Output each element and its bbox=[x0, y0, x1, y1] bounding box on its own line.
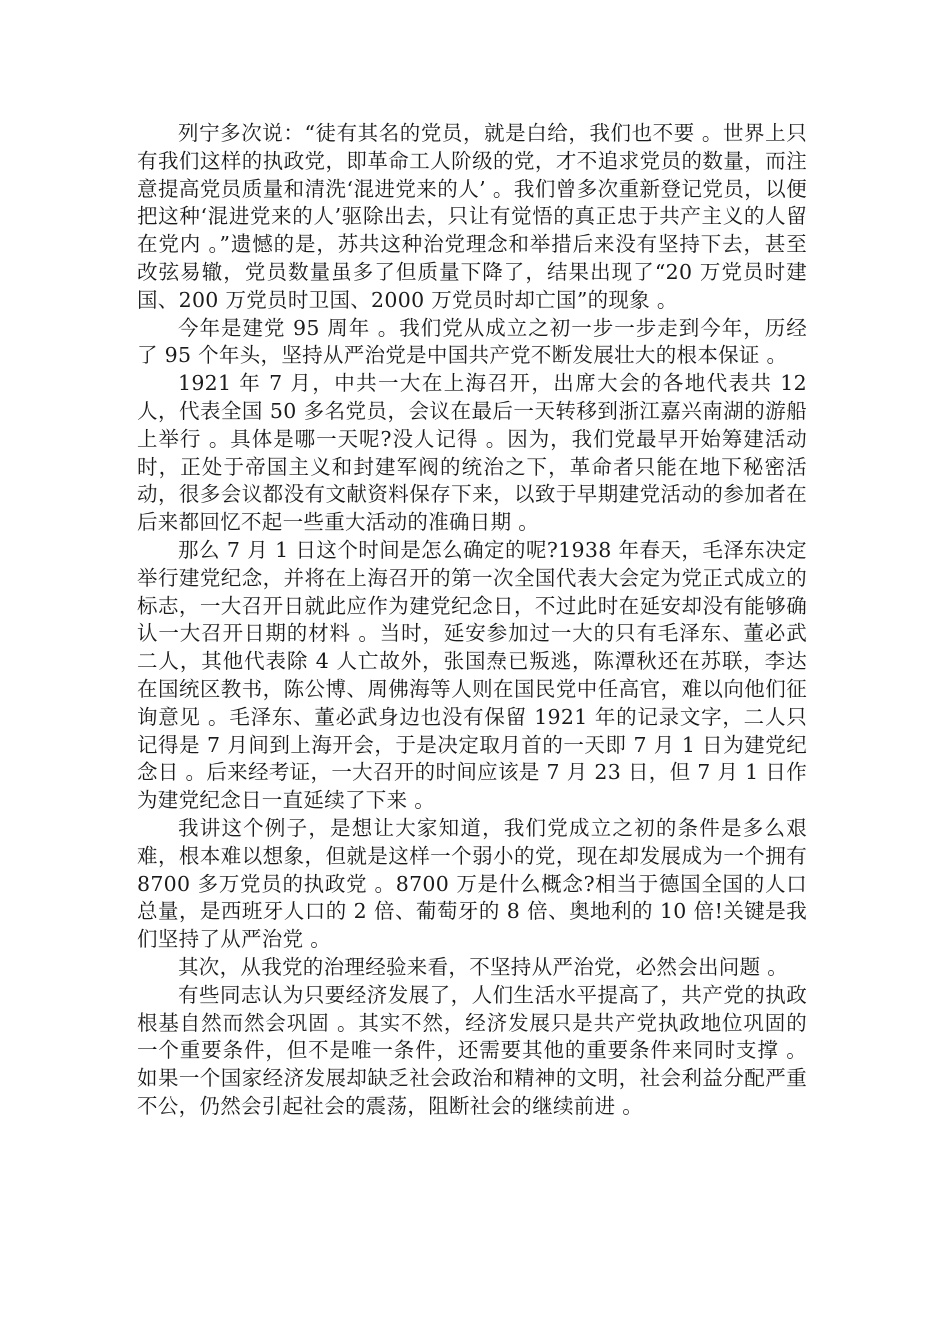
paragraph-7: 有些同志认为只要经济发展了，人们生活水平提高了，共产党的执政根基自然而然会巩固 。其实不然，经济发展只是共产党执政地位巩固的一个重要条件，但不是唯一条件，还需要其他的重要条件来同时支撑 。如果一个国家经济发展却缺乏社会政治和精神的文明，社会利益分配严重不公，仍然会引起社会的震荡，阻断社会的继续前进 。 bbox=[137, 982, 807, 1118]
paragraph-6: 其次，从我党的治理经验来看，不坚持从严治党，必然会出问题 。 bbox=[178, 954, 789, 979]
paragraph-5: 我讲这个例子，是想让大家知道，我们党成立之初的条件是多么艰难，根本难以想象，但就是这样一个弱小的党，现在却发展成为一个拥有 8700 多万党员的执政党 。8700 万是什么概念?相当于德国全国的人口总量，是西班牙人口的 2 倍、葡萄牙的 8 倍、奥地利的 10 倍!关键是我们坚持了从严治党 。 bbox=[137, 815, 807, 952]
paragraph-4: 那么 7 月 1 日这个时间是怎么确定的呢?1938 年春天，毛泽东决定举行建党纪念，并将在上海召开的第一次全国代表大会定为党正式成立的标志，一大召开日就此应作为建党纪念日，不过此时在延安却没有能够确认一大召开日期的材料 。当时，延安参加过一大的只有毛泽东、董必武二人，其他代表除 4 人亡故外，张国焘已叛逃，陈潭秋还在苏联，李达在国统区教书，陈公博、周佛海等人则在国民党中任高官，难以向他们征询意见 。毛泽东、董必武身边也没有保留 1921 年的记录文字，二人只记得是 7 月间到上海开会，于是决定取月首的一天即 7 月 1 日为建党纪念日 。后来经考证，一大召开的时间应该是 7 月 23 日，但 7 月 1 日作为建党纪念日一直延续了下来 。 bbox=[137, 537, 807, 813]
paragraph-2: 今年是建党 95 周年 。我们党从成立之初一步一步走到今年，历经了 95 个年头，坚持从严治党是中国共产党不断发展壮大的根本保证 。 bbox=[137, 315, 807, 368]
document-body bbox=[137, 120, 807, 1121]
paragraph-3: 1921 年 7 月，中共一大在上海召开，出席大会的各地代表共 12 人，代表全国 50 多名党员，会议在最后一天转移到浙江嘉兴南湖的游船上举行 。具体是哪一天呢?没人记得 。因为，我们党最早开始筹建活动时，正处于帝国主义和封建军阀的统治之下，革命者只能在地下秘密活动，很多会议都没有文献资料保存下来，以致于早期建党活动的参加者在后来都回忆不起一些重大活动的准确日期 。 bbox=[137, 371, 807, 535]
paragraph-1: 列宁多次说：“徒有其名的党员，就是白给，我们也不要 。世界上只有我们这样的执政党，即革命工人阶级的党，才不追求党员的数量，而注意提高党员质量和清洗‘混进党来的人’ 。我们曾多次重新登记党员，以便把这种‘混进党来的人’驱除出去，只让有觉悟的真正忠于共产主义的人留在党内 。”遗憾的是，苏共这种治党理念和举措后来没有坚持下去，甚至改弦易辙，党员数量虽多了但质量下降了，结果出现了“20 万党员时建国、200 万党员时卫国、2000 万党员时却亡国”的现象 。 bbox=[137, 121, 807, 312]
